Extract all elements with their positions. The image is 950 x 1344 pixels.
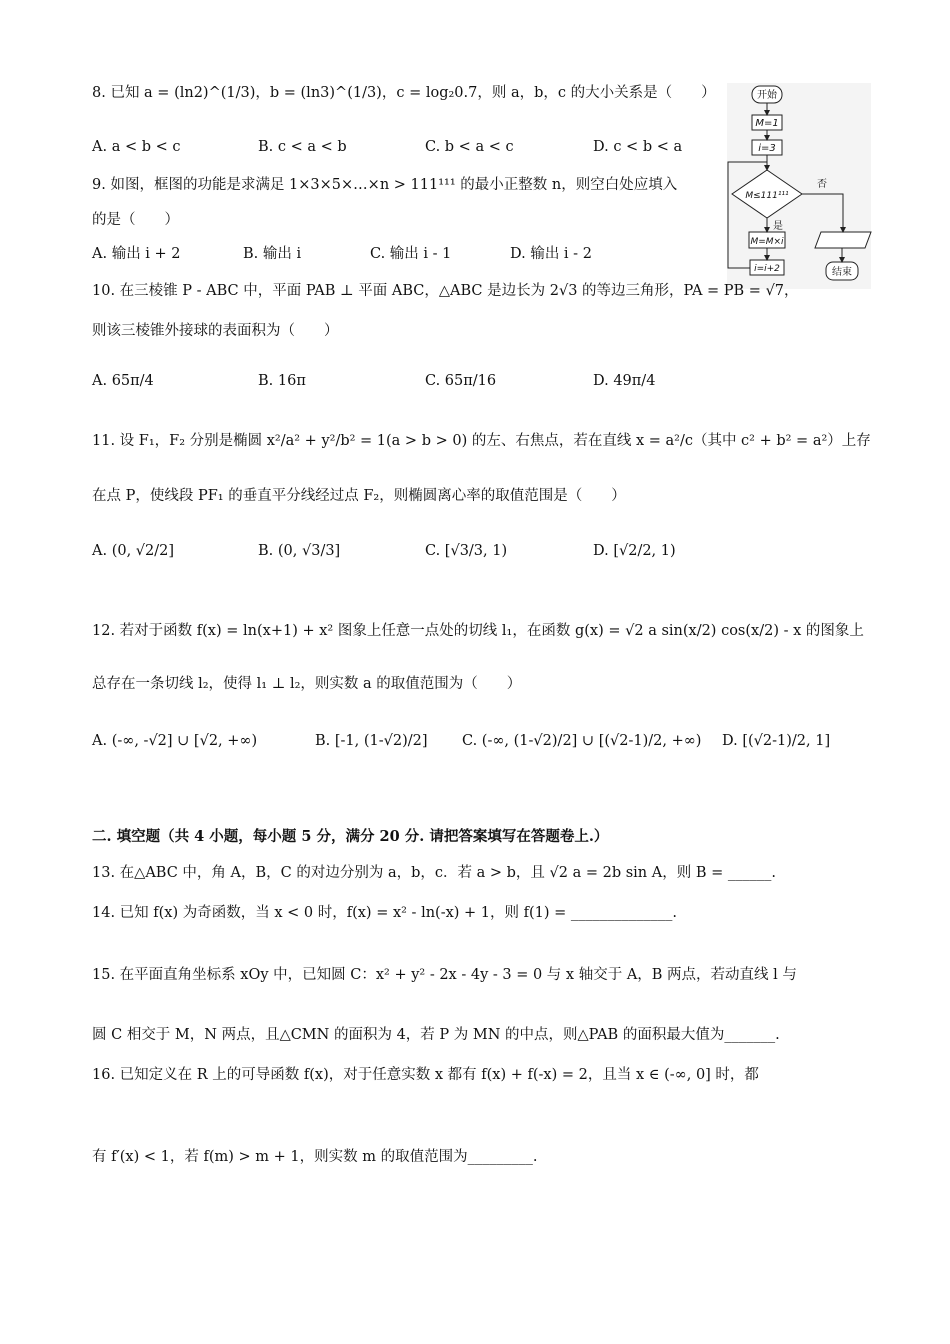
q9-option-c: C. 输出 i - 1 [370, 246, 452, 262]
q9-stem-line2: 的是（ ） [92, 212, 179, 228]
q10-stem-line2: 则该三棱锥外接球的表面积为（ ） [92, 323, 339, 339]
flow-no-label: 否 [817, 179, 827, 190]
q12-option-c: C. (-∞, (1-√2)/2] ∪ [(√2-1)/2, +∞) [462, 733, 702, 749]
q11-option-d: D. [√2/2, 1) [593, 543, 676, 559]
q12-option-b: B. [-1, (1-√2)/2] [315, 733, 428, 749]
q8-stem: 8. 已知 a = (ln2)^(1/3)，b = (ln3)^(1/3)，c = log₂0.7，则 a，b，c 的大小关系是（ ） [92, 85, 716, 101]
q8-option-d: D. c < b < a [593, 139, 683, 155]
flowchart [726, 82, 872, 290]
flow-i-init-label: i=3 [758, 143, 776, 154]
flow-m-init-label: M=1 [755, 118, 779, 129]
q9-option-a: A. 输出 i + 2 [92, 246, 181, 262]
q11-option-a: A. (0, √2/2] [92, 543, 175, 559]
q10-option-a: A. 65π/4 [92, 373, 154, 389]
q11-stem-line2: 在点 P，使线段 PF₁ 的垂直平分线经过点 F₂，则椭圆离心率的取值范围是（ ） [92, 488, 626, 504]
q11-option-b: B. (0, √3/3] [258, 543, 341, 559]
section-2-heading: 二. 填空题（共 4 小题，每小题 5 分，满分 20 分. 请把答案填写在答题卷上.） [92, 828, 609, 845]
q15-stem-line1: 15. 在平面直角坐标系 xOy 中，已知圆 C：x² + y² - 2x - 4y - 3 = 0 与 x 轴交于 A，B 两点，若动直线 l 与 [92, 967, 797, 983]
q9-option-b: B. 输出 i [243, 246, 302, 262]
q10-option-c: C. 65π/16 [425, 373, 497, 389]
q8-option-b: B. c < a < b [258, 139, 347, 155]
q16-stem-line1: 16. 已知定义在 R 上的可导函数 f(x)，对于任意实数 x 都有 f(x) + f(-x) = 2，且当 x ∈ (-∞, 0] 时，都 [92, 1067, 759, 1083]
q8-option-c: C. b < a < c [425, 139, 514, 155]
q10-option-b: B. 16π [258, 373, 306, 389]
q9-stem-line1: 9. 如图，框图的功能是求满足 1×3×5×…×n > 111¹¹¹ 的最小正整数 n，则空白处应填入 [92, 177, 678, 193]
q8-option-a: A. a < b < c [92, 139, 181, 155]
q10-option-d: D. 49π/4 [593, 373, 656, 389]
flow-start-label: 开始 [757, 90, 777, 101]
q11-option-c: C. [√3/3, 1) [425, 543, 508, 559]
flow-output-parallelogram [815, 232, 871, 248]
q13-stem: 13. 在△ABC 中，角 A，B，C 的对边分别为 a，b，c．若 a > b，且 √2 a = 2b sin A，则 B = ______. [92, 865, 776, 881]
flow-update-m-label: M=M×i [750, 237, 784, 247]
q14-stem: 14. 已知 f(x) 为奇函数，当 x < 0 时，f(x) = x² - ln(-x) + 1，则 f(1) = ______________. [92, 905, 678, 921]
flow-yes-label: 是 [773, 221, 783, 232]
q10-stem-line1: 10. 在三棱锥 P - ABC 中，平面 PAB ⊥ 平面 ABC，△ABC 是边长为 2√3 的等边三角形，PA = PB = √7， [92, 283, 799, 299]
q11-stem-line1: 11. 设 F₁，F₂ 分别是椭圆 x²/a² + y²/b² = 1(a > b > 0) 的左、右焦点，若在直线 x = a²/c（其中 c² + b² = a²）上存 [92, 433, 871, 449]
q16-stem-line2: 有 f′(x) < 1，若 f(m) > m + 1，则实数 m 的取值范围为_________. [92, 1149, 538, 1165]
q12-stem-line1: 12. 若对于函数 f(x) = ln(x+1) + x² 图象上任意一点处的切线 l₁，在函数 g(x) = √2 a sin(x/2) cos(x/2) - x 的图象上 [92, 623, 864, 639]
q12-option-d: D. [(√2-1)/2, 1] [722, 733, 831, 749]
flow-update-i-label: i=i+2 [754, 264, 780, 274]
q15-stem-line2: 圆 C 相交于 M，N 两点，且△CMN 的面积为 4，若 P 为 MN 的中点，则△PAB 的面积最大值为_______. [92, 1027, 780, 1043]
q12-option-a: A. (-∞, -√2] ∪ [√2, +∞) [92, 733, 258, 749]
flow-condition-label: M≤111¹¹¹ [745, 191, 789, 201]
flow-end-label: 结束 [832, 267, 852, 278]
q9-option-d: D. 输出 i - 2 [510, 246, 592, 262]
q12-stem-line2: 总存在一条切线 l₂，使得 l₁ ⊥ l₂，则实数 a 的取值范围为（ ） [92, 676, 522, 692]
